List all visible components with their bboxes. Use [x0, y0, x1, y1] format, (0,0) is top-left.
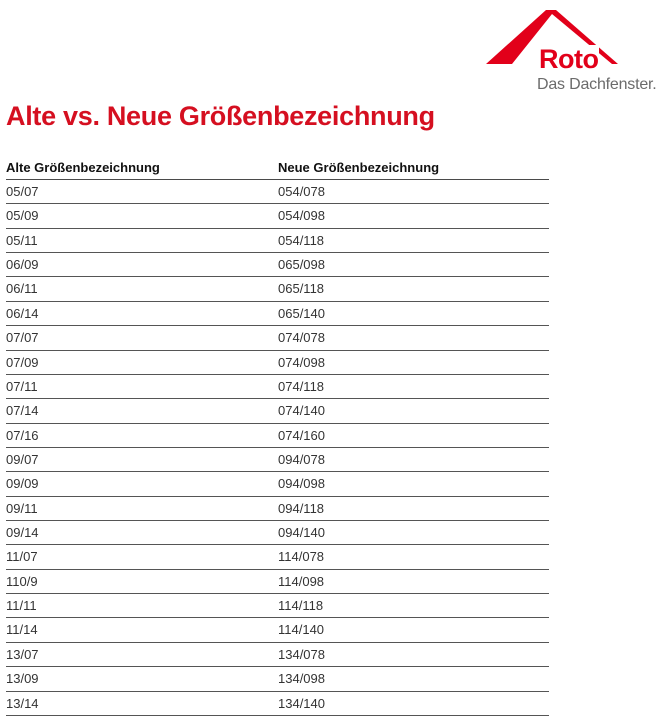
new-size-cell: 094/098: [278, 476, 325, 492]
table-row: [6, 204, 549, 228]
new-size-cell: 114/098: [278, 573, 325, 589]
old-size-cell: 06/14: [6, 305, 39, 321]
table-row: [6, 229, 549, 253]
old-size-cell: 09/07: [6, 451, 39, 467]
old-size-cell: 09/09: [6, 476, 39, 492]
roto-logo: [486, 8, 665, 98]
table-row: [6, 302, 549, 326]
table-row: [6, 472, 549, 496]
old-size-cell: 06/11: [6, 281, 38, 297]
table-row: [6, 521, 549, 545]
table-row: [6, 277, 549, 301]
table-row: [6, 570, 549, 594]
old-size-cell: 05/07: [6, 184, 39, 199]
old-size-cell: 11/07: [6, 549, 38, 565]
table-body: [6, 180, 549, 716]
brand-tagline: Das Dachfenster.: [537, 76, 657, 93]
new-size-cell: 114/140: [278, 622, 325, 638]
old-size-cell: 13/09: [6, 671, 39, 687]
new-size-cell: 094/078: [278, 451, 325, 467]
table-row: [6, 448, 549, 472]
new-size-cell: 074/078: [278, 330, 325, 346]
brand-name: Roto: [539, 44, 599, 74]
header-new-size: Neue Größenbezeichnung: [278, 160, 440, 175]
new-size-cell: 094/118: [278, 500, 325, 516]
old-size-cell: 06/09: [6, 257, 39, 273]
new-size-cell: 054/118: [278, 232, 325, 248]
table-row: [6, 618, 549, 642]
new-size-cell: 114/118: [278, 598, 324, 614]
table-row: [6, 253, 549, 277]
new-size-cell: 054/098: [278, 208, 325, 224]
new-size-cell: 114/078: [278, 549, 325, 565]
new-size-cell: 134/140: [278, 695, 325, 711]
table-row: [6, 594, 549, 618]
old-size-cell: 05/11: [6, 232, 38, 248]
old-size-cell: 07/14: [6, 403, 39, 419]
old-size-cell: 07/11: [6, 378, 38, 394]
new-size-cell: 074/140: [278, 403, 325, 419]
table-row: [6, 375, 549, 399]
table-row: [6, 667, 549, 691]
table-row: [6, 692, 549, 716]
new-size-cell: 134/078: [278, 646, 325, 662]
new-size-cell: 065/098: [278, 257, 325, 273]
new-size-cell: 134/098: [278, 671, 325, 687]
size-conversion-table: [6, 156, 549, 716]
table-row: [6, 424, 549, 448]
new-size-cell: 074/118: [278, 378, 325, 394]
page-title: Alte vs. Neue Größenbezeichnung: [6, 101, 435, 131]
table-row: [6, 180, 549, 204]
table-row: [6, 326, 549, 350]
table-row: [6, 643, 549, 667]
new-size-cell: 074/098: [278, 354, 325, 370]
old-size-cell: 09/11: [6, 500, 38, 516]
old-size-cell: 13/14: [6, 695, 39, 711]
old-size-cell: 13/07: [6, 646, 39, 662]
new-size-cell: 054/078: [278, 184, 325, 199]
table-header: [6, 156, 549, 180]
old-size-cell: 07/09: [6, 354, 39, 370]
table-row: [6, 497, 549, 521]
old-size-cell: 05/09: [6, 208, 39, 224]
old-size-cell: 11/11: [6, 598, 37, 614]
header-old-size: Alte Größenbezeichnung: [6, 160, 160, 175]
new-size-cell: 065/140: [278, 305, 325, 321]
old-size-cell: 09/14: [6, 525, 39, 541]
new-size-cell: 074/160: [278, 427, 325, 443]
table-row: [6, 399, 549, 423]
old-size-cell: 07/07: [6, 330, 39, 346]
old-size-cell: 110/9: [6, 573, 38, 589]
table-row: [6, 545, 549, 569]
old-size-cell: 07/16: [6, 427, 39, 443]
new-size-cell: 094/140: [278, 525, 325, 541]
new-size-cell: 065/118: [278, 281, 325, 297]
old-size-cell: 11/14: [6, 622, 38, 638]
table-row: [6, 351, 549, 375]
